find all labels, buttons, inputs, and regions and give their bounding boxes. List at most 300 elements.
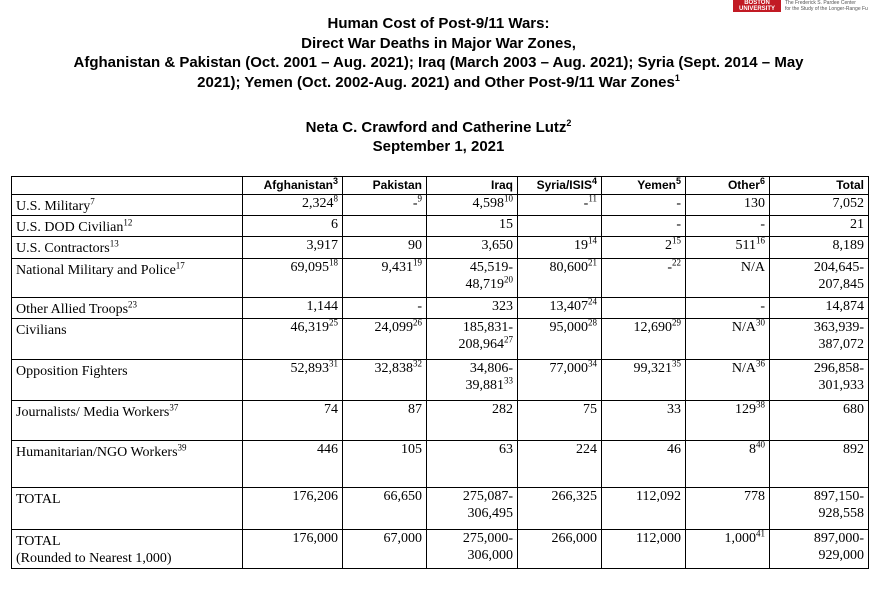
cell-content [375, 320, 423, 335]
cell-content [814, 320, 864, 352]
row-label [12, 195, 243, 216]
table-cell [602, 360, 686, 401]
table-cell [770, 401, 869, 441]
title-line-4-text: 2021); Yemen (Oct. 2002-Aug. 2021) and Other Post-9/11 War Zones [197, 73, 675, 91]
footnote-ref: 17 [175, 260, 185, 271]
table-cell [243, 441, 343, 488]
footnote-ref: 36 [756, 359, 765, 369]
cell-content [16, 198, 95, 215]
table-row [12, 360, 869, 401]
cell-text: 8,189 [832, 238, 864, 253]
cell-content [293, 489, 339, 504]
footnote-ref: 16 [756, 236, 765, 246]
footnote-ref: 39 [177, 442, 187, 453]
footnote-ref: 1 [674, 72, 680, 83]
cell-text-line2: 208,964 [458, 337, 504, 352]
cell-content [382, 260, 423, 275]
cell-content [732, 320, 765, 335]
cell-content [634, 320, 682, 335]
cell-text: 892 [843, 442, 864, 457]
cell-text-line2: 306,000 [467, 548, 513, 563]
footnote-ref: 7 [90, 196, 95, 207]
table-row [12, 319, 869, 360]
table-cell [602, 441, 686, 488]
cell-content [16, 240, 119, 257]
cell-text: 778 [744, 489, 765, 504]
cell-content [550, 260, 598, 275]
table-cell [686, 360, 770, 401]
logo-badge [733, 0, 781, 12]
table-cell [518, 401, 602, 441]
table-cell [243, 360, 343, 401]
row-label [12, 360, 243, 401]
cell-content [291, 361, 339, 376]
table-cell [343, 441, 427, 488]
table-cell [518, 259, 602, 298]
cell-content [16, 404, 178, 421]
table-row [12, 530, 869, 569]
table-cell [518, 298, 602, 319]
footnote-ref: 37 [169, 402, 179, 413]
table-cell [427, 298, 518, 319]
cell-content [473, 196, 514, 211]
footnote-ref: 32 [413, 359, 422, 369]
cell-content [584, 196, 597, 211]
cell-content [291, 260, 339, 275]
cell-text-line2: 387,072 [818, 337, 864, 352]
cell-text: 46,319 [290, 320, 329, 335]
row-label [12, 259, 243, 298]
footnote-ref: 41 [756, 529, 765, 539]
cell-content [744, 489, 765, 504]
author-names [40, 118, 837, 137]
cell-content [552, 531, 598, 546]
table-row [12, 401, 869, 441]
cell-text: - [417, 299, 422, 314]
table-cell [686, 488, 770, 530]
cell-content [16, 444, 187, 461]
cell-content [293, 531, 339, 546]
cell-text: 112,092 [636, 489, 681, 504]
table-cell [686, 441, 770, 488]
footnote-ref: 6 [759, 176, 765, 186]
cell-text: 897,000- [813, 531, 864, 546]
cell-text: 90 [408, 238, 422, 253]
table-cell [343, 298, 427, 319]
logo-line1: BOSTON [744, 0, 770, 6]
footnote-ref: 29 [672, 318, 681, 328]
authors-block [40, 118, 837, 156]
cell-content [667, 402, 681, 417]
cell-text: 45,519- [469, 260, 513, 275]
cell-text: 224 [576, 442, 597, 457]
cell-text: 99,321 [633, 361, 672, 376]
cell-content [665, 238, 681, 253]
table-cell [602, 237, 686, 259]
cell-content [408, 238, 422, 253]
table-cell [518, 237, 602, 259]
table-cell [602, 298, 686, 319]
title-line-3: Afghanistan & Pakistan (Oct. 2001 – Aug. 2021); Iraq (March 2003 – Aug. 2021); Syria (Sept. 2014 – May [73, 54, 804, 71]
cell-text: - [676, 196, 681, 211]
cell-content [307, 299, 339, 314]
document-title [40, 14, 837, 92]
footnote-ref: 10 [504, 194, 513, 204]
table-cell [602, 488, 686, 530]
table-cell [343, 319, 427, 360]
cell-text: 8 [749, 442, 756, 457]
cell-text: N/A [731, 361, 756, 376]
cell-content [583, 402, 597, 417]
cell-text: 129 [735, 402, 756, 417]
cell-text: - [667, 260, 672, 275]
cell-text: 1,000 [724, 531, 756, 546]
cell-text: Journalists/ Media Workers [16, 405, 170, 420]
cell-content [676, 217, 681, 232]
cell-text: 21 [850, 217, 864, 232]
cell-content [324, 402, 338, 417]
table-cell [343, 360, 427, 401]
table-cell [770, 237, 869, 259]
cell-content [307, 238, 339, 253]
cell-content [843, 402, 864, 417]
table-cell [427, 441, 518, 488]
column-header-label: Yemen [637, 178, 676, 192]
cell-content [16, 322, 67, 339]
war-deaths-table [11, 176, 869, 569]
cell-content [760, 299, 765, 314]
cell-text: 282 [492, 402, 513, 417]
cell-content [636, 531, 681, 546]
table-row [12, 259, 869, 298]
cell-text: Humanitarian/NGO Workers [16, 445, 178, 460]
footnote-ref: 14 [588, 236, 597, 246]
cell-text: Other Allied Troops [16, 302, 129, 317]
cell-text: 69,095 [290, 260, 329, 275]
column-header [518, 177, 602, 195]
table-cell [243, 216, 343, 237]
table-cell [770, 298, 869, 319]
cell-content [482, 238, 514, 253]
cell-text: 275,000- [462, 531, 513, 546]
cell-text: - [583, 196, 589, 211]
cell-content [291, 320, 339, 335]
university-logo [733, 0, 877, 14]
footnote-ref: 19 [413, 258, 422, 268]
cell-text: 52,893 [290, 361, 329, 376]
row-label [12, 530, 243, 569]
cell-text: TOTAL [16, 534, 61, 549]
cell-text: 296,858- [813, 361, 864, 376]
table-cell [770, 195, 869, 216]
footnote-ref: 11 [588, 194, 597, 204]
footnote-ref: 20 [504, 274, 513, 285]
footnote-ref: 26 [413, 318, 422, 328]
cell-text: 80,600 [549, 260, 588, 275]
cell-content [760, 217, 765, 232]
footnote-ref: 24 [588, 297, 597, 307]
row-label [12, 216, 243, 237]
cell-content [667, 260, 681, 275]
cell-text: Civilians [16, 323, 67, 338]
cell-text: TOTAL [16, 492, 61, 507]
cell-text: 19 [574, 238, 588, 253]
cell-text: 75 [583, 402, 597, 417]
footnote-ref: 12 [123, 217, 133, 228]
cell-text: - [676, 217, 681, 232]
cell-content [16, 533, 172, 567]
table-cell [343, 195, 427, 216]
cell-text: 14,874 [825, 299, 864, 314]
table-cell [343, 530, 427, 569]
column-header [770, 177, 869, 195]
cell-text: - [412, 196, 418, 211]
cell-content [636, 489, 681, 504]
cell-text: 266,000 [551, 531, 597, 546]
table-cell [686, 530, 770, 569]
table-row [12, 237, 869, 259]
table-cell [602, 259, 686, 298]
cell-text: 363,939- [813, 320, 864, 335]
table-cell [686, 237, 770, 259]
cell-content [574, 238, 597, 253]
table-cell [602, 401, 686, 441]
cell-text: 112,000 [636, 531, 681, 546]
footnote-ref: 22 [672, 258, 681, 268]
cell-text-line2: 306,495 [467, 506, 513, 521]
cell-content [16, 491, 61, 508]
cell-content [814, 260, 864, 292]
table-cell [243, 298, 343, 319]
cell-content [16, 301, 137, 318]
footnote-ref: 30 [756, 318, 765, 328]
table-cell [686, 259, 770, 298]
footnote-ref: 27 [504, 334, 513, 345]
row-label [12, 319, 243, 360]
table-cell [427, 195, 518, 216]
cell-content [833, 238, 865, 253]
cell-text: - [760, 299, 765, 314]
table-cell [427, 360, 518, 401]
cell-text: 3,917 [306, 238, 338, 253]
cell-text-line2: 39,881 [465, 378, 504, 393]
cell-content [814, 531, 864, 563]
cell-content [16, 219, 132, 236]
title-line-4 [40, 73, 837, 93]
column-header-label: Afghanistan [263, 178, 333, 192]
table-cell [343, 237, 427, 259]
cell-content [550, 320, 598, 335]
column-header-label: Pakistan [372, 178, 422, 192]
cell-text: 130 [744, 196, 765, 211]
cell-text-line2: 301,933 [818, 378, 864, 393]
cell-text: 74 [324, 402, 338, 417]
cell-content [331, 217, 338, 232]
table-cell [686, 298, 770, 319]
table-cell [770, 319, 869, 360]
cell-text: 67,000 [383, 531, 422, 546]
table-cell [686, 319, 770, 360]
cell-content [634, 361, 682, 376]
table-cell [343, 259, 427, 298]
table-cell [243, 530, 343, 569]
cell-content [814, 489, 864, 521]
table-cell [770, 259, 869, 298]
cell-content [550, 299, 598, 314]
cell-content [384, 489, 423, 504]
cell-text: 12,690 [633, 320, 672, 335]
table-cell [518, 195, 602, 216]
footnote-ref: 18 [329, 258, 338, 268]
column-header [243, 177, 343, 195]
row-label [12, 401, 243, 441]
cell-content [459, 320, 514, 352]
cell-text: 323 [492, 299, 513, 314]
cell-text: National Military and Police [16, 263, 176, 278]
cell-text: 9,431 [381, 260, 413, 275]
column-header [12, 177, 243, 195]
cell-content [417, 299, 422, 314]
table-cell [518, 488, 602, 530]
column-header-label: Syria/ISIS [536, 178, 592, 192]
cell-text: - [760, 217, 765, 232]
table-cell [427, 259, 518, 298]
cell-text: 33 [667, 402, 681, 417]
table-row [12, 441, 869, 488]
column-header [686, 177, 770, 195]
cell-text: 185,831- [462, 320, 513, 335]
cell-content [550, 361, 598, 376]
table-cell [518, 216, 602, 237]
row-label [12, 298, 243, 319]
cell-content [499, 217, 513, 232]
cell-content [16, 363, 128, 380]
footnote-ref: 28 [588, 318, 597, 328]
cell-content [814, 361, 864, 393]
column-header-label: Other [727, 178, 760, 192]
cell-content [667, 442, 681, 457]
cell-text: 24,099 [374, 320, 413, 335]
row-label [12, 237, 243, 259]
table-cell [427, 488, 518, 530]
table-cell [686, 195, 770, 216]
row-label [12, 488, 243, 530]
table-cell [343, 216, 427, 237]
table-cell [427, 216, 518, 237]
cell-text: 15 [499, 217, 513, 232]
cell-text: 13,407 [549, 299, 588, 314]
cell-content [408, 402, 422, 417]
table-cell [427, 530, 518, 569]
table-cell [602, 195, 686, 216]
cell-text-line2: 48,719 [465, 277, 504, 292]
footnote-ref: 25 [329, 318, 338, 328]
table-cell [343, 488, 427, 530]
footnote-ref: 31 [329, 359, 338, 369]
cell-text: 446 [317, 442, 338, 457]
table-cell [686, 401, 770, 441]
table-cell [518, 319, 602, 360]
cell-text: 204,645- [813, 260, 864, 275]
cell-text: 680 [843, 402, 864, 417]
cell-content [576, 442, 597, 457]
table-cell [427, 237, 518, 259]
table-cell [518, 530, 602, 569]
footnote-ref: 15 [672, 236, 681, 246]
row-label [12, 441, 243, 488]
column-header [427, 177, 518, 195]
cell-content [401, 442, 422, 457]
cell-content [463, 531, 513, 563]
footnote-ref: 33 [504, 375, 513, 386]
table-cell [770, 488, 869, 530]
cell-content [843, 442, 864, 457]
cell-content [833, 196, 865, 211]
title-line-1: Human Cost of Post-9/11 Wars: [327, 15, 550, 32]
column-header [343, 177, 427, 195]
table-row [12, 195, 869, 216]
cell-text: N/A [740, 260, 765, 275]
cell-text: N/A [731, 320, 756, 335]
footnote-ref: 34 [588, 359, 597, 369]
cell-text: 176,206 [292, 489, 338, 504]
table-cell [243, 195, 343, 216]
cell-text-line2: (Rounded to Nearest 1,000) [16, 551, 172, 566]
footnote-ref: 35 [672, 359, 681, 369]
cell-text: 6 [331, 217, 338, 232]
table-cell [243, 488, 343, 530]
cell-text: 2 [665, 238, 672, 253]
cell-content [463, 489, 513, 521]
footnote-ref: 9 [417, 194, 422, 204]
logo-text-line1: The Frederick S. Pardee Center [785, 0, 856, 6]
cell-content [850, 217, 864, 232]
column-header-label: Iraq [490, 178, 513, 192]
logo-line2: UNIVERSITY [738, 6, 775, 12]
cell-content [492, 299, 513, 314]
footnote-ref: 5 [675, 176, 681, 186]
logo-text-line2: for the Study of the Longer-Range Fu [785, 6, 868, 12]
title-line-2: Direct War Deaths in Major War Zones, [301, 34, 576, 52]
cell-text-line2: 928,558 [818, 506, 864, 521]
table-row [12, 488, 869, 530]
cell-content [302, 196, 338, 211]
table-cell [243, 319, 343, 360]
cell-text: 66,650 [383, 489, 422, 504]
cell-text: 87 [408, 402, 422, 417]
footnote-ref: 23 [128, 299, 138, 310]
table-cell [602, 319, 686, 360]
table-cell [770, 360, 869, 401]
cell-text: 63 [499, 442, 513, 457]
cell-content [736, 238, 765, 253]
cell-content [499, 442, 513, 457]
cell-text: 32,838 [374, 361, 413, 376]
cell-content [749, 442, 765, 457]
cell-text: 34,806- [469, 361, 513, 376]
table-row [12, 216, 869, 237]
publication-date: September 1, 2021 [372, 138, 505, 155]
cell-text: U.S. Contractors [16, 241, 110, 256]
cell-content [552, 489, 598, 504]
logo-text [785, 0, 868, 12]
table-cell [602, 216, 686, 237]
cell-text: 275,087- [462, 489, 513, 504]
table-cell [243, 237, 343, 259]
cell-content [744, 196, 765, 211]
table-header-row [12, 177, 869, 195]
table-row [12, 298, 869, 319]
